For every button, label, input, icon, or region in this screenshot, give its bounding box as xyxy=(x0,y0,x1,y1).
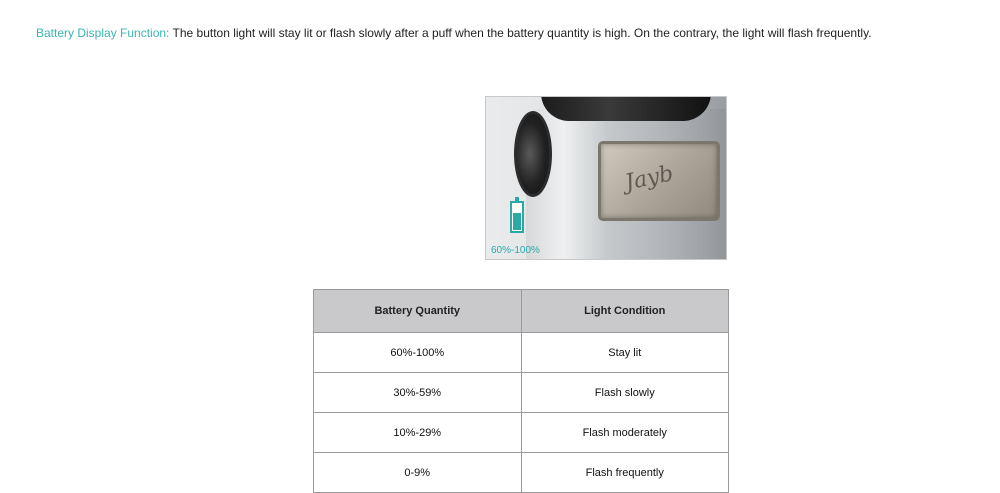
header-light-condition: Light Condition xyxy=(521,290,729,333)
logo-mark: Jayb xyxy=(622,161,676,196)
battery-quantity-cell: 10%-29% xyxy=(314,413,522,453)
device-battery-photo xyxy=(485,96,727,260)
table-header-row xyxy=(314,290,729,333)
intro-text: The button light will stay lit or flash slowly after a puff when the battery quantity is high. On the contrary, the light will flash frequently. xyxy=(172,26,872,40)
battery-icon xyxy=(510,201,524,233)
light-condition-cell: Flash slowly xyxy=(521,373,729,413)
light-condition-cell: Stay lit xyxy=(521,333,729,373)
battery-light-table xyxy=(313,289,729,493)
battery-quantity-cell: 0-9% xyxy=(314,453,522,493)
battery-quantity-cell: 60%-100% xyxy=(314,333,522,373)
table-row xyxy=(314,373,729,413)
battery-level-label: 60%-100% xyxy=(491,245,540,256)
light-condition-cell: Flash moderately xyxy=(521,413,729,453)
light-condition-cell: Flash frequently xyxy=(521,453,729,493)
table-row xyxy=(314,333,729,373)
logo-plate xyxy=(598,141,720,221)
table-row xyxy=(314,413,729,453)
header-battery-quantity: Battery Quantity xyxy=(314,290,522,333)
battery-quantity-cell: 30%-59% xyxy=(314,373,522,413)
table-row xyxy=(314,453,729,493)
battery-fill xyxy=(513,213,521,230)
battery-display-intro xyxy=(36,26,872,40)
fire-button xyxy=(514,111,552,197)
intro-lead: Battery Display Function: xyxy=(36,26,170,40)
device-cap xyxy=(541,96,711,121)
